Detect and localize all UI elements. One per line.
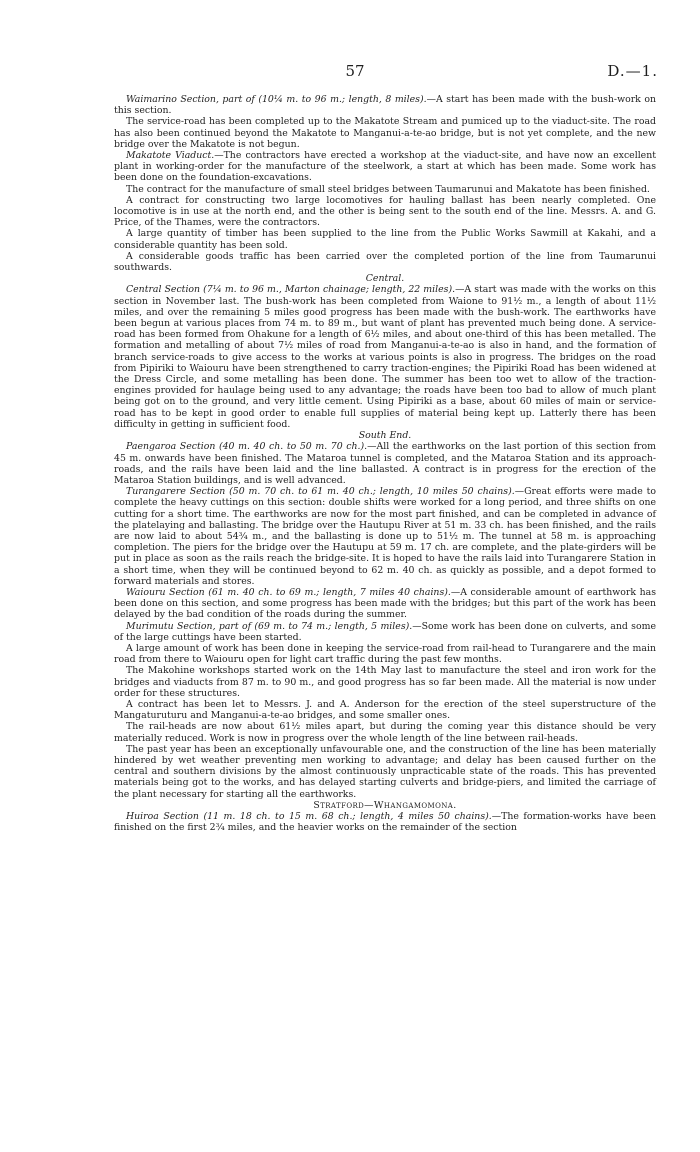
paragraph-text: —Great efforts were made to complete the heavy cuttings on this section: double shifts were worked for a long period, and three shifts on one cutting for a short time. The earthworks are now for the most part finished, and can be completed in advance of the platelaying and ballasting. The bridge over the Hautupu River at 51 m. 33 ch. has been finished, and the rails are now laid to about 54¾ m., and the ballasting is done up to 51½ m. The tunnel at 58 m. is approaching completion. The piers for the bridge over the Hautupu at 59 m. 17 ch. are complete, and the plate-girders will be put in place as soon as the rails reach the bridge-site. It is hoped to have the rails laid into Turangarere Station in a short time, when they will be continued beyond to 62 m. 40 ch. as quickly as possible, and a depot formed to forward materials and stores.: [114, 486, 656, 587]
document-reference: D.—1.: [607, 62, 658, 80]
paragraph: [114, 621, 656, 643]
paragraph: [114, 665, 656, 699]
paragraph-text: The rail-heads are now about 61½ miles apart, but during the coming year this distance should be very materially reduced. Work is now in progress over the whole length of the line between rail-heads.: [114, 721, 656, 744]
page-number: 57: [345, 62, 365, 80]
paragraph: [114, 150, 656, 184]
paragraph: [114, 94, 656, 116]
paragraph: [114, 721, 656, 743]
paragraph-text: —The formation-works have been finished on the first 2¾ miles, and the heavier works on the remainder of the section: [114, 811, 657, 834]
paragraph-text: —A start was made with the works on this section in November last. The bush-work has been completed from Waione to 91½ m., a length of about 11½ miles, and over the remaining 5 miles good progress has been made with the bush-work. The earthworks have been begun at various places from 74 m. to 89 m., but want of plant has prevented much being done. A service-road has been formed from Ohakune for a length of 6½ miles, and about one-third of this has been metalled. The formation and metalling of about 7½ miles of road from Manganui-a-te-ao is also in hand, and the formation of branch service-roads to give access to the works at various points is also in progress. The bridges on the road from Pipiriki to Waiouru have been strengthened to carry traction-engines; the Pipiriki Road has been widened at the Dress Circle, and some metalling has been done. The summer has been too wet to allow of the traction-engines provided for haulage being used to any advantage; the roads have been too bad to allow of much plant being got on to the ground, and very little cement. Using Pipiriki as a base, about 60 miles of main or service-road has to be kept in good order to enable full supplies of material being kept up. Latterly there has been difficulty in getting in sufficient food.: [114, 284, 656, 430]
paragraph: [114, 643, 656, 665]
paragraph-text: A large quantity of timber has been supplied to the line from the Public Works Sawmill at Kakahi, and a considerable quantity has been sold.: [114, 228, 656, 251]
document-body: [114, 94, 656, 833]
paragraph-text: The past year has been an exceptionally unfavourable one, and the construction of the line has been materially hindered by wet weather preventing men working to advantage; and delay has been caused further on the central and southern divisions by the almost continuously unpracticable state of the roads. This has prevented materials being got to the works, and has delayed starting culverts and bridge-piers, and limited the carriage of the plant necessary for starting all the earthworks.: [114, 743, 656, 800]
paragraph: [114, 251, 656, 273]
paragraph-title: Paengaroa Section (40 m. 40 ch. to 50 m. 70 ch.).: [126, 441, 368, 453]
paragraph-text: The Makohine workshops started work on the 14th May last to manufacture the steel and iron work for the bridges and viaducts from 87 m. to 90 m., and good progress has so far been made. All the material is now under order for these structures.: [114, 665, 656, 699]
paragraph-title: Turangarere Section (50 m. 70 ch. to 61 m. 40 ch.; length, 10 miles 50 chains).: [126, 486, 515, 498]
paragraph-text: A contract for constructing two large locomotives for hauling ballast has been nearly completed. One locomotive is in use at the north end, and the other is being sent to the south end of the line. Messrs. A. and G. Price, of the Thames, were the contractors.: [114, 194, 656, 229]
paragraph: [114, 744, 656, 800]
paragraph-text: —A considerable amount of earthwork has been done on this section, and some progress has been made with the bridges; but this part of the work has been delayed by the bad condition of the roads during the summer.: [114, 586, 656, 621]
paragraph-title: Waimarino Section, part of (10¼ m. to 96 m.; length, 8 miles).: [126, 94, 427, 105]
paragraph: [114, 116, 656, 150]
paragraph: [114, 441, 656, 486]
paragraph-title: Central Section (7¼ m. to 96 m., Marton chainage; length, 22 miles).: [126, 284, 456, 296]
paragraph: [114, 811, 656, 833]
paragraph: [114, 486, 656, 587]
paragraph-text: The contract for the manufacture of small steel bridges between Taumarunui and Makatote has been finished.: [126, 183, 650, 195]
paragraph-text: The service-road has been completed up to the Makatote Stream and pumiced up to the viaduct-site. The road has also been continued beyond the Makatote to Manganui-a-te-ao bridge, but is not yet complete, and the new bridge over the Makatote is not begun.: [114, 116, 656, 150]
paragraph: [114, 184, 656, 195]
paragraph-text: —All the earthworks on the last portion of this section from 45 m. onwards have been finished. The Mataroa tunnel is completed, and the Mataroa Station and its approach-roads, and the rails have been laid and the line ballasted. A contract is in progress for the erection of the Mataroa Station buildings, and is well advanced.: [114, 441, 656, 486]
paragraph: [114, 195, 656, 229]
section-heading: South End.: [358, 430, 412, 442]
paragraph-text: A considerable goods traffic has been carried over the completed portion of the line from Taumarunui southwards.: [114, 250, 656, 274]
paragraph-title: Murimutu Section, part of (69 m. to 74 m.; length, 5 miles).: [126, 620, 413, 632]
paragraph: [114, 699, 656, 721]
paragraph-text: —The contractors have erected a workshop at the viaduct-site, and have now an excellent plant in working-order for the manufacture of the steelwork, a start at which has been made. Some work has been done on the foundation-excavations.: [114, 150, 656, 184]
paragraph-text: —A start has been made with the bush-work on this section.: [114, 94, 656, 117]
section-heading: Stratford—Whangamomona.: [313, 799, 457, 811]
paragraph-title: Makatote Viaduct.: [126, 150, 215, 162]
paragraph: [114, 228, 656, 250]
paragraph: [114, 587, 656, 621]
paragraph-text: —Some work has been done on culverts, and some of the large cuttings have been started.: [114, 620, 656, 643]
paragraph-title: Waiouru Section (61 m. 40 ch. to 69 m.; length, 7 miles 40 chains).: [126, 586, 451, 598]
page-header: [0, 62, 700, 82]
paragraph-title: Huiroa Section (11 m. 18 ch. to 15 m. 68 ch.; length, 4 miles 50 chains).: [126, 811, 492, 822]
paragraph-text: A large amount of work has been done in keeping the service-road from rail-head to Turangarere and the main road from there to Waiouru open for light cart traffic during the past few months.: [114, 642, 656, 666]
paragraph: [114, 284, 656, 430]
section-heading: Central.: [365, 273, 405, 285]
paragraph-text: A contract has been let to Messrs. J. and A. Anderson for the erection of the steel superstructure of the Mangaturuturu and Manganui-a-te-ao bridges, and some smaller ones.: [114, 698, 656, 722]
